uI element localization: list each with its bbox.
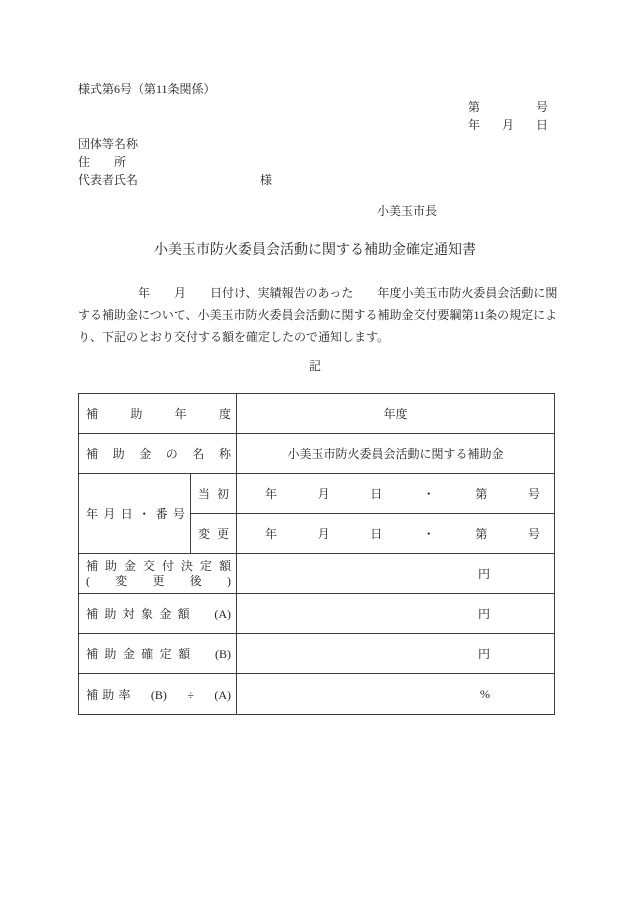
row-target-amount	[79, 594, 555, 634]
fixed-amount-label: 補助金確定額 (B)	[79, 634, 237, 674]
row-fixed-amount	[79, 634, 555, 674]
representative-label: 代表者氏名	[78, 173, 139, 187]
date-number-label: 年月日・番号	[79, 474, 191, 554]
subsidy-name-value: 小美玉市防火委員会活動に関する補助金	[237, 434, 555, 474]
subsidy-name-label: 補助金の名称	[79, 434, 237, 474]
body-paragraph: 年 月 日付け、実績報告のあった 年度小美玉市防火委員会活動に関する補助金について、小美玉市防火委員会活動に関する補助金交付要綱第11条の規定により、下記のとおり交付する額を確定したので通知します。	[78, 286, 558, 344]
date-number-change-value: 年 月 日 ・ 第 号	[237, 514, 555, 554]
subsidy-year-label: 補助年度	[79, 394, 237, 434]
grant-decision-label	[79, 554, 237, 594]
address-label: 住 所	[78, 155, 127, 169]
subsidy-table	[78, 393, 555, 715]
grant-decision-label-line2: (変更後)	[86, 573, 232, 588]
row-subsidy-year	[79, 394, 555, 434]
representative-line	[78, 171, 272, 189]
date-number-initial-value: 年 月 日 ・ 第 号	[237, 474, 555, 514]
date-number-change-label: 変更	[191, 514, 237, 554]
subsidy-rate-label: 補助率 (B) ÷ (A)	[79, 674, 237, 715]
document-date-line	[468, 116, 548, 134]
sender-mayor: 小美玉市長	[377, 204, 438, 218]
row-date-number-initial	[79, 474, 555, 514]
document-title: 小美玉市防火委員会活動に関する補助金確定通知書	[154, 243, 476, 258]
date-year-label: 年	[468, 118, 481, 132]
fixed-amount-unit: 円	[237, 634, 555, 674]
organization-name-label: 団体等名称	[78, 137, 139, 151]
date-number-initial-label: 当初	[191, 474, 237, 514]
row-subsidy-rate	[79, 674, 555, 715]
document-number-block	[468, 98, 548, 134]
grant-decision-label-line1: 補助金交付決定額	[86, 558, 232, 573]
document-number-line	[468, 98, 548, 116]
addressee-block	[78, 135, 272, 189]
honorific-sama: 様	[260, 173, 273, 187]
form-number: 様式第6号（第11条関係）	[78, 82, 216, 96]
list-marker-ki: 記	[308, 359, 321, 373]
row-subsidy-name	[79, 434, 555, 474]
subsidy-year-value: 年度	[237, 394, 555, 434]
grant-decision-unit: 円	[237, 554, 555, 594]
target-amount-unit: 円	[237, 594, 555, 634]
date-day-label: 日	[535, 118, 548, 132]
document-number-suffix: 号	[535, 100, 548, 114]
subsidy-rate-unit: %	[237, 674, 555, 715]
target-amount-label: 補助対象金額 (A)	[79, 594, 237, 634]
date-month-label: 月	[501, 118, 514, 132]
document-number-prefix: 第	[468, 100, 481, 114]
row-grant-decision	[79, 554, 555, 594]
